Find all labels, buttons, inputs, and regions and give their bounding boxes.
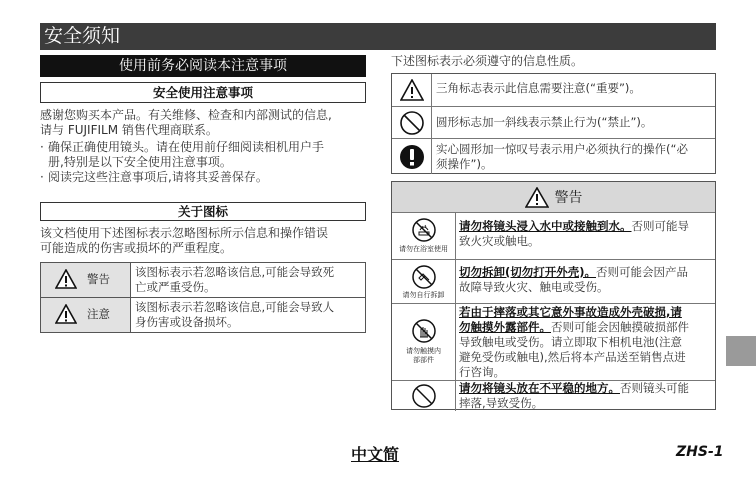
warning-header	[392, 182, 715, 212]
warning-text-line: 行咨询。	[459, 365, 505, 379]
symbol-icon-cell	[392, 74, 432, 106]
warning-bold-text: 勿触摸外露部件。	[459, 320, 551, 334]
warning-bold-text: 请勿将镜头浸入水中或接触到水。	[459, 219, 632, 233]
table-row	[392, 303, 715, 380]
icon-legend-table	[40, 262, 366, 333]
warning-text-line: 摔落,导致受伤。	[459, 396, 544, 410]
warning-text-line: 故障导致火灾、触电或受伤。	[459, 280, 609, 294]
symbol-icon-cell	[392, 107, 432, 138]
bullet-line: 确保正确使用镜头。请在使用前仔细阅读相机用户手	[48, 140, 325, 154]
page-number: ZHS-1	[676, 444, 724, 460]
intro-paragraph	[40, 108, 370, 138]
symbol-icon-cell	[392, 139, 432, 174]
warning-icon-cell	[392, 213, 456, 259]
icons-heading: 关于图标	[40, 202, 366, 221]
warning-bold-text: 切勿拆卸(切勿打开外壳)。	[459, 265, 597, 279]
table-row	[41, 298, 366, 333]
no-touch-icon	[411, 318, 437, 344]
symbols-intro: 下述图标表示必须遵守的信息性质。	[391, 54, 584, 68]
warning-triangle-icon	[55, 304, 77, 324]
legend-icon-cell	[41, 263, 131, 298]
warning-text-line: 避免受伤或触电),然后将本产品送至销售点进	[459, 350, 686, 364]
chapter-tab	[726, 336, 756, 366]
legend-label: 注意	[87, 307, 110, 321]
bullet-dot: ·	[40, 140, 44, 154]
icon-caption: 请勿在浴室使用	[399, 245, 448, 253]
warning-text: 否则可能会因触摸破损部件	[551, 320, 689, 334]
warning-text-line: 导致触电或受伤。请立即取下相机电池(注意	[459, 335, 682, 349]
icon-caption	[392, 347, 455, 365]
bullet-line: 册,特别是以下安全使用注意事项。	[48, 155, 232, 169]
warning-triangle-icon	[55, 269, 77, 289]
table-row	[392, 106, 715, 138]
icons-paragraph	[40, 226, 370, 256]
warning-triangle-icon	[400, 79, 424, 101]
symbol-desc-line: 实心圆形加一惊叹号表示用户必须执行的操作(“必	[436, 142, 688, 156]
legend-desc-line: 亡或严重受伤。	[135, 280, 216, 294]
legend-desc-cell	[131, 298, 366, 333]
warning-table	[391, 181, 716, 410]
table-row	[392, 74, 715, 106]
legend-label: 警告	[87, 272, 110, 286]
table-row	[392, 259, 715, 303]
legend-desc-line: 该图标表示若忽略该信息,可能会导致死	[135, 265, 335, 279]
intro-line: 感谢您购买本产品。有关维修、检查和内部测试的信息,	[40, 108, 332, 122]
mandatory-exclamation-icon	[399, 144, 425, 170]
read-before-use-banner: 使用前务必阅读本注意事项	[40, 55, 366, 77]
warning-icon-cell	[392, 381, 456, 411]
warning-title: 警告	[554, 190, 583, 206]
legend-icon-cell	[41, 298, 131, 333]
table-row	[392, 138, 715, 174]
symbol-desc-line: 须操作”)。	[436, 157, 493, 171]
symbol-desc: 圆形标志加一斜线表示禁止行为(“禁止”)。	[436, 115, 653, 129]
no-disassembly-icon	[411, 264, 437, 290]
legend-desc-line: 身伤害或设备损坏。	[135, 315, 239, 329]
footer-language: 中文简	[351, 445, 400, 464]
warning-text: 否则可能导	[631, 219, 689, 233]
icon-caption-line: 请勿触摸内	[406, 347, 441, 355]
intro-line: 请与 FUJIFILM 销售代理商联系。	[40, 123, 218, 137]
warning-icon-cell	[392, 304, 456, 380]
symbols-table	[391, 73, 716, 174]
icon-caption-line: 部部件	[413, 356, 434, 364]
legend-desc-line: 该图标表示若忽略该信息,可能会导致人	[135, 300, 335, 314]
icons-text-line: 该文档使用下述图标表示忽略图标所示信息和操作错误	[40, 226, 329, 240]
table-row	[392, 380, 715, 411]
section-header-bar	[40, 23, 716, 50]
section-title: 安全须知	[44, 25, 121, 47]
bullet-line: 阅读完这些注意事项后,请将其妥善保存。	[48, 170, 268, 184]
icon-caption: 请勿自行拆卸	[402, 291, 445, 299]
table-row	[392, 212, 715, 259]
warning-triangle-icon	[525, 187, 549, 208]
legend-desc-cell	[131, 263, 366, 298]
bullet-dot: ·	[40, 170, 44, 184]
table-row	[41, 263, 366, 298]
warning-text: 否则镜头可能	[620, 381, 689, 395]
prohibited-circle-icon	[411, 383, 437, 409]
bullet-list	[40, 140, 370, 185]
prohibited-circle-icon	[399, 110, 425, 136]
warning-icon-cell	[392, 260, 456, 303]
safety-heading: 安全使用注意事项	[40, 82, 366, 103]
warning-text: 否则可能会因产品	[596, 265, 689, 279]
warning-bold-text: 若由于摔落或其它意外事故造成外壳破损,请	[459, 305, 682, 319]
list-item	[40, 170, 370, 185]
icons-text-line: 可能造成的伤害或损坏的严重程度。	[40, 241, 233, 255]
warning-text-line: 致火灾或触电。	[459, 234, 540, 248]
warning-bold-text: 请勿将镜头放在不平稳的地方。	[459, 381, 620, 395]
symbol-desc: 三角标志表示此信息需要注意(“重要”)。	[436, 81, 641, 95]
no-water-icon	[411, 217, 437, 243]
list-item	[40, 140, 370, 170]
